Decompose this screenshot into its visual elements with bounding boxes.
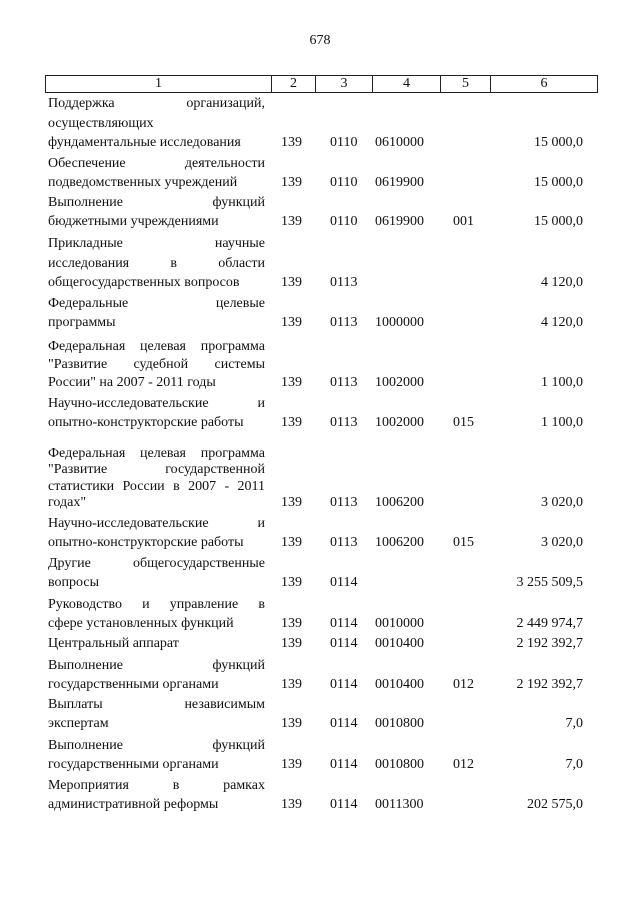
description-line: опытно-конструкторские работы — [48, 535, 244, 550]
description-line: Поддержка организаций, — [48, 96, 265, 111]
description-line: Выполнение функций — [48, 195, 265, 210]
table-header-row — [45, 75, 598, 93]
description-line: Научно-исследовательские и — [48, 516, 265, 531]
ministry-code: 139 — [281, 214, 302, 229]
section-code: 0113 — [330, 315, 358, 330]
target-article-code: 1002000 — [375, 375, 424, 390]
section-code: 0110 — [330, 214, 358, 229]
section-code: 0114 — [330, 797, 358, 812]
target-article-code: 1006200 — [375, 495, 424, 510]
description-line: "Развитие государственной — [48, 462, 265, 477]
description-line: бюджетными учреждениями — [48, 214, 219, 229]
description-line: Центральный аппарат — [48, 636, 179, 651]
description-line: статистики России в 2007 - 2011 — [48, 478, 265, 494]
expense-type-code: 001 — [453, 214, 474, 229]
ministry-code: 139 — [281, 415, 302, 430]
ministry-code: 139 — [281, 375, 302, 390]
ministry-code: 139 — [281, 716, 302, 731]
amount: 2 192 392,7 — [516, 677, 583, 692]
amount: 3 255 509,5 — [516, 575, 583, 590]
section-code: 0114 — [330, 575, 358, 590]
ministry-code: 139 — [281, 135, 302, 150]
amount: 2 192 392,7 — [516, 636, 583, 651]
description-line: государственными органами — [48, 757, 219, 772]
expense-type-code: 012 — [453, 677, 474, 692]
section-code: 0114 — [330, 677, 358, 692]
section-code: 0114 — [330, 616, 358, 631]
target-article-code: 0010800 — [375, 757, 424, 772]
page-number: 678 — [309, 33, 331, 48]
header-cell-2: 2 — [272, 76, 316, 92]
amount: 4 120,0 — [541, 315, 583, 330]
amount: 2 449 974,7 — [516, 616, 583, 631]
description-line: Выплаты независимым — [48, 697, 265, 712]
ministry-code: 139 — [281, 175, 302, 190]
section-code: 0113 — [330, 415, 358, 430]
amount: 15 000,0 — [534, 214, 583, 229]
section-code: 0110 — [330, 135, 358, 150]
ministry-code: 139 — [281, 677, 302, 692]
description-line: Обеспечение деятельности — [48, 156, 265, 171]
target-article-code: 0010400 — [375, 677, 424, 692]
description-line: Научно-исследовательские и — [48, 396, 265, 411]
description-line: государственными органами — [48, 677, 219, 692]
target-article-code: 0010800 — [375, 716, 424, 731]
amount: 7,0 — [565, 716, 583, 731]
description-line: Федеральные целевые — [48, 296, 265, 311]
target-article-code: 0619900 — [375, 214, 424, 229]
ministry-code: 139 — [281, 616, 302, 631]
description-line: административной реформы — [48, 797, 219, 812]
description-line: "Развитие судебной системы — [48, 357, 265, 372]
description-line: исследования в области — [48, 255, 265, 271]
amount: 3 020,0 — [541, 495, 583, 510]
amount: 202 575,0 — [527, 797, 583, 812]
ministry-code: 139 — [281, 575, 302, 590]
amount: 7,0 — [565, 757, 583, 772]
ministry-code: 139 — [281, 797, 302, 812]
expense-type-code: 015 — [453, 415, 474, 430]
amount: 1 100,0 — [541, 415, 583, 430]
target-article-code: 1002000 — [375, 415, 424, 430]
description-line: России" на 2007 - 2011 годы — [48, 375, 216, 390]
amount: 1 100,0 — [541, 375, 583, 390]
description-line: Выполнение функций — [48, 658, 265, 673]
amount: 3 020,0 — [541, 535, 583, 550]
target-article-code: 1006200 — [375, 535, 424, 550]
amount: 15 000,0 — [534, 135, 583, 150]
header-cell-6: 6 — [540, 76, 548, 91]
section-code: 0113 — [330, 275, 358, 290]
description-line: Федеральная целевая программа — [48, 445, 265, 461]
description-line: вопросы — [48, 575, 99, 590]
section-code: 0110 — [330, 175, 358, 190]
description-line: общегосударственных вопросов — [48, 275, 240, 290]
header-cell-5: 5 — [441, 76, 491, 92]
description-line: Федеральная целевая программа — [48, 339, 265, 354]
ministry-code: 139 — [281, 495, 302, 510]
section-code: 0114 — [330, 716, 358, 731]
target-article-code: 0010000 — [375, 616, 424, 631]
description-line: годах" — [48, 495, 87, 510]
description-line: опытно-конструкторские работы — [48, 415, 244, 430]
section-code: 0113 — [330, 535, 358, 550]
description-line: осуществляющих — [48, 115, 154, 131]
description-line: программы — [48, 315, 116, 330]
target-article-code: 0610000 — [375, 135, 424, 150]
amount: 4 120,0 — [541, 275, 583, 290]
header-cell-3: 3 — [316, 76, 373, 92]
target-article-code: 0619900 — [375, 175, 424, 190]
description-line: Прикладные научные — [48, 236, 265, 251]
section-code: 0113 — [330, 495, 358, 510]
ministry-code: 139 — [281, 315, 302, 330]
target-article-code: 0010400 — [375, 636, 424, 651]
description-line: Руководство и управление в — [48, 597, 265, 612]
ministry-code: 139 — [281, 636, 302, 651]
expense-type-code: 015 — [453, 535, 474, 550]
description-line: фундаментальные исследования — [48, 135, 241, 150]
description-line: Мероприятия в рамках — [48, 778, 265, 793]
description-line: Выполнение функций — [48, 738, 265, 753]
header-cell-1: 1 — [46, 76, 272, 92]
description-line: экспертам — [48, 716, 109, 731]
description-line: сфере установленных функций — [48, 616, 234, 631]
section-code: 0113 — [330, 375, 358, 390]
section-code: 0114 — [330, 636, 358, 651]
amount: 15 000,0 — [534, 175, 583, 190]
section-code: 0114 — [330, 757, 358, 772]
description-line: Другие общегосударственные — [48, 556, 265, 571]
ministry-code: 139 — [281, 757, 302, 772]
target-article-code: 1000000 — [375, 315, 424, 330]
header-cell-4: 4 — [373, 76, 441, 92]
ministry-code: 139 — [281, 535, 302, 550]
ministry-code: 139 — [281, 275, 302, 290]
description-line: подведомственных учреждений — [48, 175, 238, 190]
target-article-code: 0011300 — [375, 797, 424, 812]
expense-type-code: 012 — [453, 757, 474, 772]
